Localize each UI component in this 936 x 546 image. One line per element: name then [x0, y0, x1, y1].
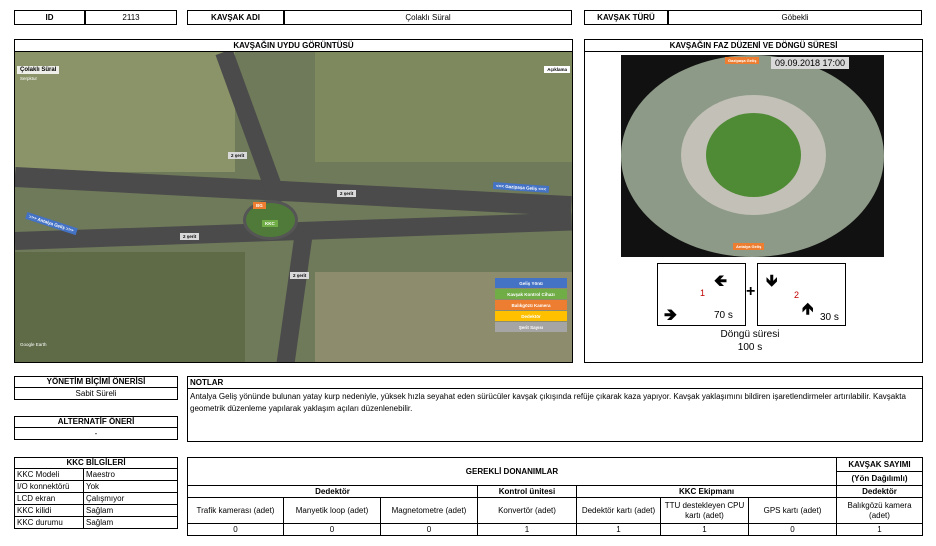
legend-corner-label: Açıklama [544, 66, 570, 73]
count-group: Dedektör [837, 486, 923, 498]
kkc-row-value: Sağlam [84, 517, 178, 529]
equipment-value: 1 [577, 524, 661, 536]
type-value: Göbekli [668, 10, 922, 25]
place-title: Çolaklı Süral [17, 66, 59, 74]
count-value: 1 [837, 524, 923, 536]
legend-item: Şerit Sayısı [495, 322, 567, 332]
header-id-row [14, 10, 177, 25]
kkc-info-table [14, 457, 178, 529]
count-title: KAVŞAK SAYIMI [837, 457, 923, 472]
management-block [14, 376, 178, 400]
phase-1-time: 70 s [714, 310, 733, 321]
notes-block [187, 376, 923, 442]
lane-label: 2 şerit [180, 233, 199, 240]
name-value: Çolaklı Süral [284, 10, 572, 25]
header-type-row [584, 10, 922, 25]
satellite-title: KAVŞAĞIN UYDU GÖRÜNTÜSÜ [15, 40, 572, 52]
phase-1-box [657, 263, 746, 326]
equipment-groups [187, 486, 837, 498]
lane-label: 2 şerit [337, 190, 356, 197]
legend-item: Geliş Yönü [495, 278, 567, 288]
group-dedektor: Dedektör [187, 486, 478, 498]
column-header: Magnetometre (adet) [381, 498, 478, 524]
arrow-gazipasa: <<< Gazipaşa Geliş <<< [493, 182, 550, 193]
kkc-row-label: KKC durumu [14, 517, 84, 529]
notes-text: Antalya Geliş yönünde bulunan yatay kurp nedeniyle, yüksek hızla seyahat eden sürücüler kavşak çıkışında refüje çıkarak kaza yapıyor. Kavşak yaklaşımını bildiren işaretlendirmeler artırılabilir. Kavşakta geometrik düzenleme yapılarak yaklaşım açıları düzenlenebilir. [190, 392, 906, 413]
column-header: Trafik kamerası (adet) [187, 498, 284, 524]
table-row [14, 517, 178, 529]
equipment-value: 0 [749, 524, 837, 536]
phase-2-number: 2 [794, 290, 800, 300]
column-header: Konvertör (adet) [478, 498, 577, 524]
phase-title: KAVŞAĞIN FAZ DÜZENİ VE DÖNGÜ SÜRESİ [585, 40, 922, 52]
table-row [14, 481, 178, 493]
kkc-row-label: KKC kilidi [14, 505, 84, 517]
equipment-value: 0 [381, 524, 478, 536]
alternative-value: - [14, 428, 178, 440]
equipment-value: 0 [187, 524, 284, 536]
kkc-row-value: Yok [84, 481, 178, 493]
lane-label: 2 şerit [290, 272, 309, 279]
kkc-row-label: KKC Modeli [14, 469, 84, 481]
arrow-down-icon: 🡻 [766, 273, 778, 290]
equipment-columns [187, 498, 837, 524]
group-kkc-equipment: KKC Ekipmanı [577, 486, 837, 498]
count-table [837, 457, 923, 536]
kkc-row-value: Sağlam [84, 505, 178, 517]
arrow-right-icon: 🡺 [664, 307, 677, 324]
lane-label: 2 şerit [228, 152, 247, 159]
phase-panel [584, 39, 923, 363]
count-subtitle: (Yön Dağılımlı) [837, 472, 923, 486]
place-subtitle: Serpktur [20, 76, 38, 81]
table-row [187, 524, 837, 536]
management-title: YÖNETİM BİÇİMİ ÖNERİSİ [14, 376, 178, 388]
phase-2-time: 30 s [820, 312, 839, 323]
group-control-unit: Kontrol ünitesi [478, 486, 577, 498]
phase-plus: + [746, 283, 756, 300]
arrow-up-icon: 🡹 [802, 301, 814, 318]
satellite-image [15, 52, 572, 362]
name-label: KAVŞAK ADI [187, 10, 284, 25]
column-header: Dedektör kartı (adet) [577, 498, 661, 524]
equipment-title: GEREKLİ DONANIMLAR [187, 457, 837, 486]
arrow-left-icon: 🡸 [714, 273, 727, 290]
table-row [14, 469, 178, 481]
equipment-value: 1 [478, 524, 577, 536]
table-row [14, 493, 178, 505]
phase-1-number: 1 [700, 288, 706, 298]
camera-tag-bottom: Antalya Geliş [733, 243, 764, 250]
cycle-value: 100 s [737, 342, 763, 353]
camera-tag-top: Gazipaşa Geliş [725, 57, 759, 64]
column-header: GPS kartı (adet) [749, 498, 837, 524]
equipment-value: 0 [284, 524, 381, 536]
cycle-label: Döngü süresi [720, 329, 780, 340]
alternative-block [14, 416, 178, 440]
alternative-title: ALTERNATİF ÖNERİ [14, 416, 178, 428]
legend-item: Dedektör [495, 311, 567, 321]
equipment-table [187, 457, 837, 536]
id-value: 2113 [85, 10, 177, 25]
id-label: ID [14, 10, 85, 25]
equipment-value: 1 [661, 524, 749, 536]
notes-title: NOTLAR [188, 377, 922, 389]
count-column: Balıkgözü kamera (adet) [837, 498, 923, 524]
management-value: Sabit Süreli [14, 388, 178, 400]
type-label: KAVŞAK TÜRÜ [584, 10, 668, 25]
column-header: TTU destekleyen CPU kartı (adet) [661, 498, 749, 524]
phase-2-box [757, 263, 846, 326]
satellite-legend [495, 278, 567, 333]
table-row [14, 505, 178, 517]
header-name-row [187, 10, 572, 25]
kkc-tag: KKC [262, 220, 278, 227]
legend-item: Balıkgözü Kamera [495, 300, 567, 310]
kkc-title: KKC BİLGİLERİ [14, 457, 178, 469]
arrow-antalya: >>> Antalya Geliş >>> [25, 212, 77, 235]
column-header: Manyetik loop (adet) [284, 498, 381, 524]
fisheye-camera-view [621, 55, 884, 257]
kkc-row-value: Çalışmıyor [84, 493, 178, 505]
camera-timestamp: 09.09.2018 17:00 [771, 57, 849, 69]
kkc-row-label: LCD ekran [14, 493, 84, 505]
watermark: Google Earth [20, 342, 47, 347]
bg-tag: BG [253, 202, 266, 209]
legend-item: Kavşak Kontrol Cihazı [495, 289, 567, 299]
satellite-panel [14, 39, 573, 363]
kkc-row-label: I/O konnektörü [14, 481, 84, 493]
kkc-row-value: Maestro [84, 469, 178, 481]
